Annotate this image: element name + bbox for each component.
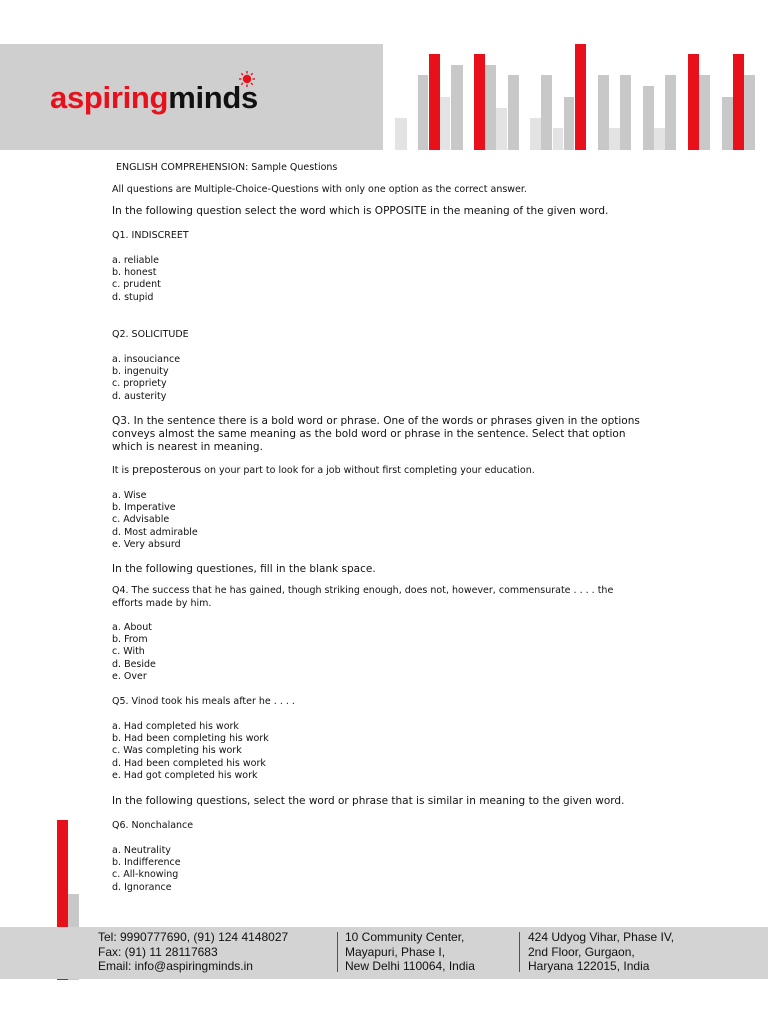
deco-bar — [564, 97, 574, 150]
footer-address-line: Mayapuri, Phase I, — [345, 944, 446, 959]
option: d. stupid — [112, 292, 154, 303]
option: d. Had been completed his work — [112, 758, 266, 769]
option: c. Advisable — [112, 514, 170, 525]
deco-bar — [530, 118, 541, 150]
deco-bar — [485, 65, 496, 150]
deco-bar — [496, 108, 507, 150]
option: a. reliable — [112, 255, 160, 266]
option: b. Imperative — [112, 502, 176, 513]
section-instruction-fill-blank: In the following questiones, fill in the blank space. — [112, 563, 376, 575]
option: a. Neutrality — [112, 845, 171, 856]
footer-contact — [98, 930, 288, 974]
footer-divider — [519, 932, 520, 972]
deco-bar — [429, 54, 440, 150]
footer-address-line: 2nd Floor, Gurgaon, — [528, 944, 635, 959]
option: e. Over — [112, 671, 147, 682]
option: d. Ignorance — [112, 882, 172, 893]
deco-bar — [733, 54, 744, 150]
section-instruction-similar: In the following questions, select the word or phrase that is similar in meaning to the given word. — [112, 795, 625, 807]
deco-bar — [575, 44, 586, 150]
page-title: ENGLISH COMPREHENSION: Sample Questions — [116, 162, 338, 173]
deco-bar — [620, 75, 631, 150]
footer-address-line: 424 Udyog Vihar, Phase IV, — [528, 930, 675, 944]
deco-bar — [665, 75, 676, 150]
question-4-line: Q4. The success that he has gained, though striking enough, does not, however, commensurate . . . . the — [112, 585, 614, 596]
question-5: Q5. Vinod took his meals after he . . . . — [112, 696, 295, 707]
footer-address-line: New Delhi 110064, India — [345, 959, 475, 973]
footer-address-gurgaon — [528, 930, 674, 974]
deco-bar — [474, 54, 485, 150]
footer-address-line: 10 Community Center, — [345, 930, 465, 944]
option: d. austerity — [112, 391, 167, 402]
option: b. Had been completing his work — [112, 733, 269, 744]
deco-bar — [440, 97, 450, 150]
option: a. Had completed his work — [112, 721, 239, 732]
question-1: Q1. INDISCREET — [112, 230, 189, 241]
section-instruction-opposite: In the following question select the word which is OPPOSITE in the meaning of the given word. — [112, 205, 609, 217]
option: d. Most admirable — [112, 527, 198, 538]
option: e. Had got completed his work — [112, 770, 258, 781]
deco-bar — [541, 75, 552, 150]
option: c. With — [112, 646, 145, 657]
bold-phrase: preposterous — [132, 464, 202, 476]
footer-tel: Tel: 9990777690, (91) 124 4148027 — [98, 930, 289, 944]
deco-bar — [722, 97, 733, 150]
question-3-line: which is nearest in meaning. — [112, 441, 263, 453]
question-3-line: conveys almost the same meaning as the bold word or phrase in the sentence. Select that option — [112, 428, 626, 440]
option: a. insouciance — [112, 354, 181, 365]
question-3-sentence — [112, 464, 535, 478]
option: c. Was completing his work — [112, 745, 242, 756]
deco-bar — [395, 118, 407, 150]
deco-bar — [508, 75, 519, 150]
option: d. Beside — [112, 659, 156, 670]
option: b. From — [112, 634, 148, 645]
footer-address-delhi — [345, 930, 475, 974]
sentence-post: on your part to look for a job without first completing your education. — [201, 465, 535, 476]
footer-divider — [337, 932, 338, 972]
deco-bar — [688, 54, 699, 150]
footer-fax: Fax: (91) 11 28117683 — [98, 944, 218, 959]
deco-bar — [609, 128, 620, 150]
footer-address-line: Haryana 122015, India — [528, 959, 650, 973]
option: c. propriety — [112, 378, 167, 389]
question-2: Q2. SOLICITUDE — [112, 329, 189, 340]
sentence-pre: It is — [112, 465, 133, 476]
question-3-line: Q3. In the sentence there is a bold word or phrase. One of the words or phrases given in the options — [112, 415, 640, 427]
deco-bar — [451, 65, 463, 150]
option: e. Very absurd — [112, 539, 181, 550]
deco-bar — [643, 86, 654, 150]
question-6: Q6. Nonchalance — [112, 820, 194, 831]
option: b. Indifference — [112, 857, 181, 868]
question-4-line: efforts made by him. — [112, 598, 212, 609]
option: a. Wise — [112, 490, 147, 501]
deco-bar — [744, 75, 755, 150]
intro-text: All questions are Multiple-Choice-Questions with only one option as the correct answer. — [112, 184, 527, 195]
deco-bar — [418, 75, 428, 150]
option: b. ingenuity — [112, 366, 169, 377]
deco-bar — [699, 75, 710, 150]
deco-bar — [553, 128, 563, 150]
option: c. prudent — [112, 279, 161, 290]
option: b. honest — [112, 267, 157, 278]
logo-text-aspiring: aspiring — [50, 80, 169, 115]
header-bar-graphic — [0, 0, 768, 160]
option: c. All-knowing — [112, 869, 179, 880]
option: a. About — [112, 622, 152, 633]
footer-email[interactable]: Email: info@aspiringminds.in — [98, 959, 253, 973]
deco-bar — [598, 75, 609, 150]
deco-bar — [654, 128, 665, 150]
logo-text-minds: minds — [168, 80, 258, 115]
